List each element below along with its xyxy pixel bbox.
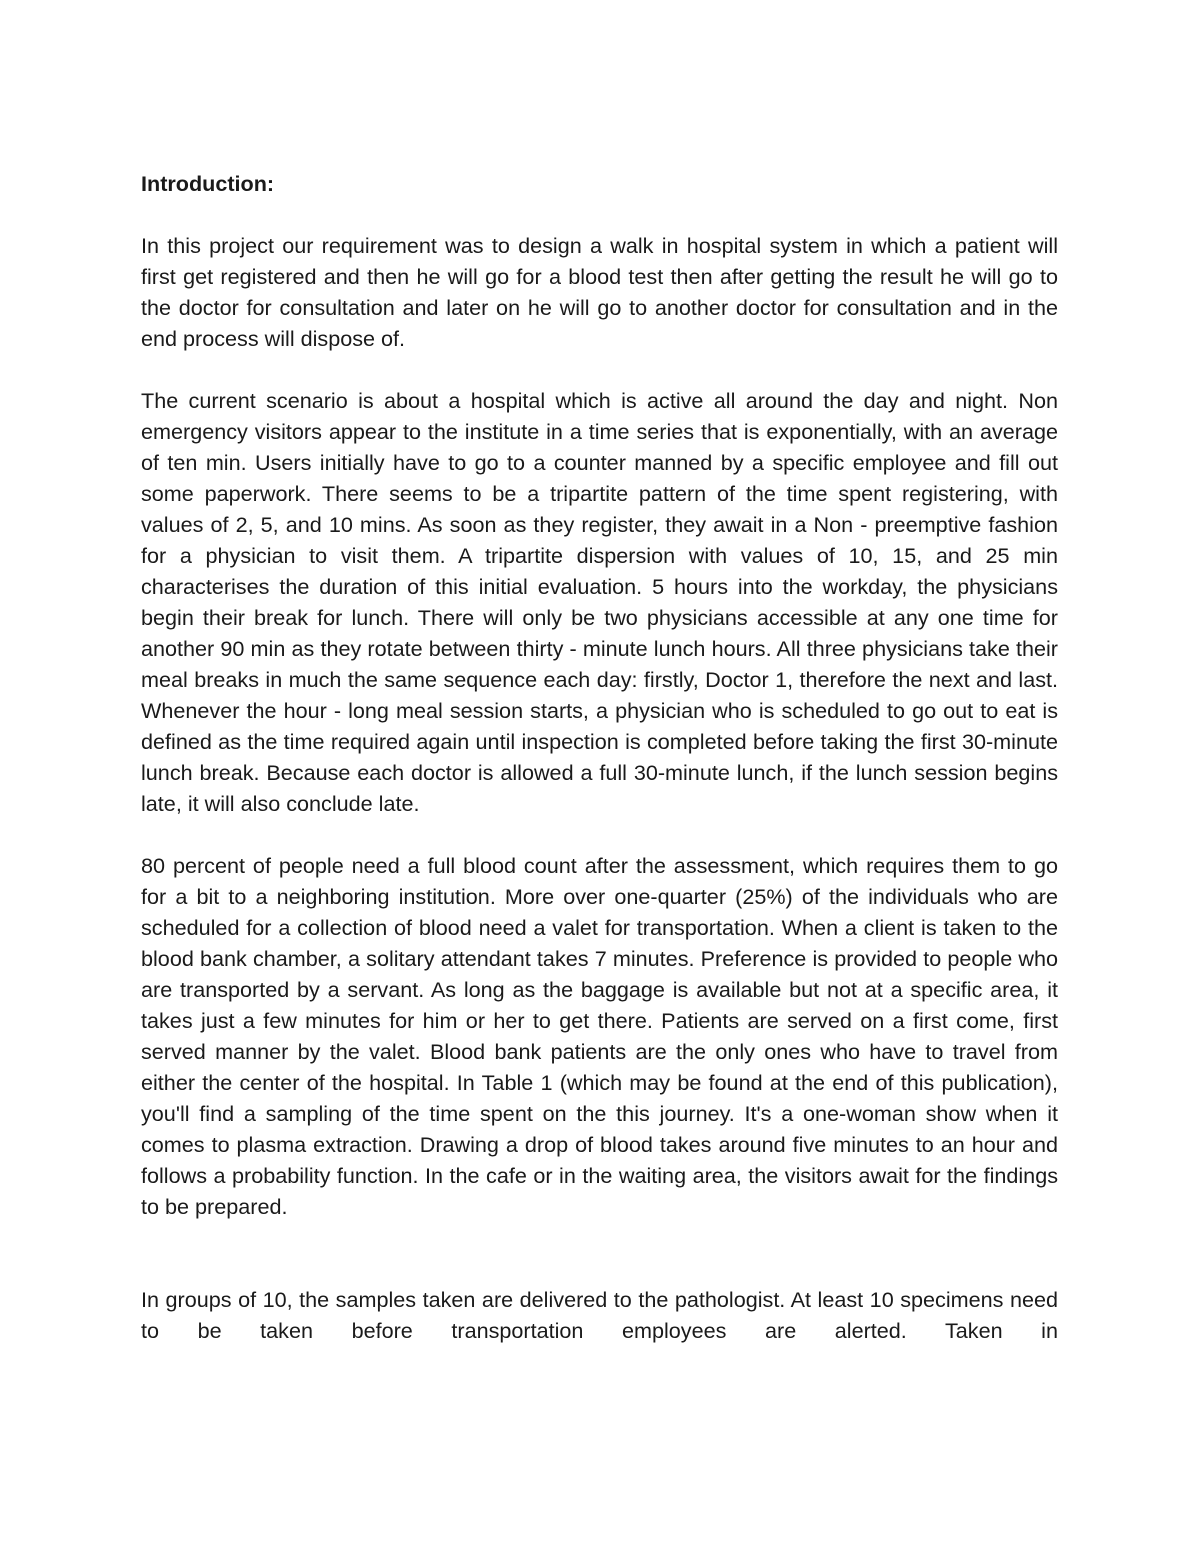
document-page xyxy=(141,168,1058,1377)
section-heading: Introduction: xyxy=(141,171,275,196)
paragraph-project-requirement: In this project our requirement was to design a walk in hospital system in which a patient will first get registered and then he will go for a blood test then after getting the result he will go to the doctor for consultation and later on he will go to another doctor for consultation and in the end process will dispose of. xyxy=(141,233,1058,351)
paragraph-blood-count: 80 percent of people need a full blood count after the assessment, which requires them to go for a bit to a neighboring institution. More over one-quarter (25%) of the individuals who are scheduled for a collection of blood need a valet for transportation. When a client is taken to the blood bank chamber, a solitary attendant takes 7 minutes. Preference is provided to people who are transported by a servant. As long as the baggage is available but not at a specific area, it takes just a few minutes for him or her to get there. Patients are served on a first come, first served manner by the valet. Blood bank patients are the only ones who have to travel from either the center of the hospital. In Table 1 (which may be found at the end of this publication), you'll find a sampling of the time spent on the this journey. It's a one-woman show when it comes to plasma extraction. Drawing a drop of blood takes around five minutes to an hour and follows a probability function. In the cafe or in the waiting area, the visitors await for the findings to be prepared. xyxy=(141,853,1058,1219)
paragraph-sample-groups: In groups of 10, the samples taken are delivered to the pathologist. At least 10 specimens need to be taken before transportation employees are alerted. Taken in xyxy=(141,1287,1058,1343)
paragraph-current-scenario: The current scenario is about a hospital which is active all around the day and night. Non emergency visitors appear to the institute in a time series that is exponentially, with an average of ten min. Users initially have to go to a counter manned by a specific employee and fill out some paperwork. There seems to be a tripartite pattern of the time spent registering, with values of 2, 5, and 10 mins. As soon as they register, they await in a Non - preemptive fashion for a physician to visit them. A tripartite dispersion with values of 10, 15, and 25 min characterises the duration of this initial evaluation. 5 hours into the workday, the physicians begin their break for lunch. There will only be two physicians accessible at any one time for another 90 min as they rotate between thirty - minute lunch hours. All three physicians take their meal breaks in much the same sequence each day: firstly, Doctor 1, therefore the next and last. Whenever the hour - long meal session starts, a physician who is scheduled to go out to eat is defined as the time required again until inspection is completed before taking the first 30-minute lunch break. Because each doctor is allowed a full 30-minute lunch, if the lunch session begins late, it will also conclude late. xyxy=(141,388,1058,816)
